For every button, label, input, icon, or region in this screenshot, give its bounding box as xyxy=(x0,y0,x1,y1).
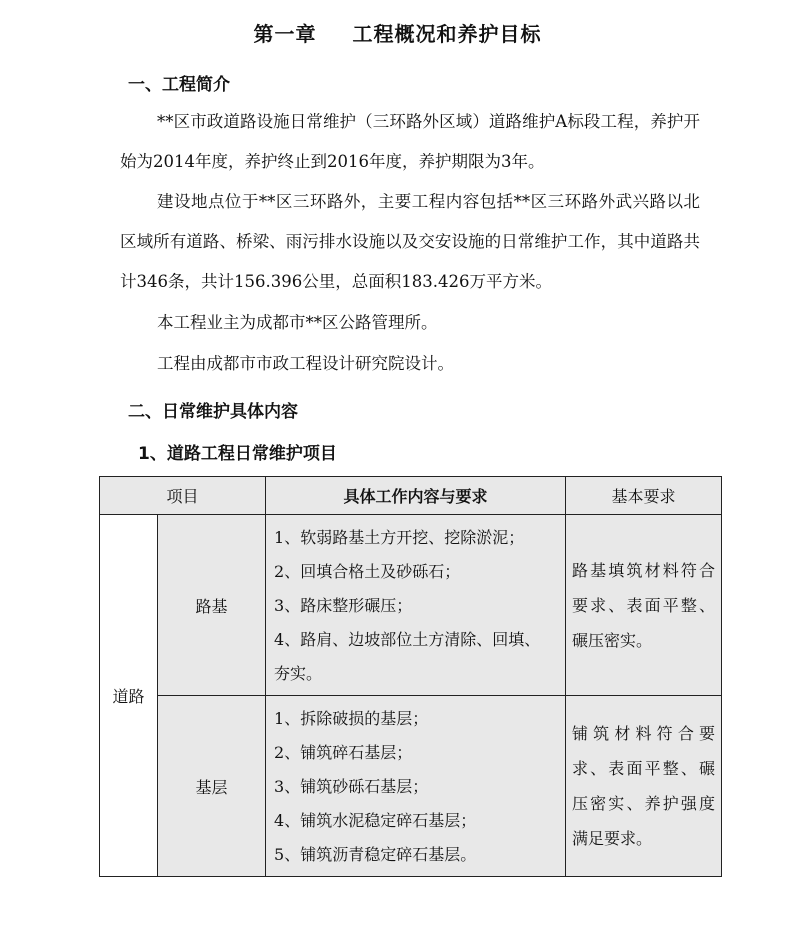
content-line: 5、铺筑沥青稳定碎石基层。 xyxy=(274,845,477,864)
section-2-heading: 二、日常维护具体内容 xyxy=(128,402,298,422)
item-cell: 基层 xyxy=(158,696,266,877)
requirement-cell: 路基填筑材料符合要求、表面平整、碾压密实。 xyxy=(566,515,722,696)
header-requirement: 基本要求 xyxy=(566,477,722,515)
content-line: 夯实。 xyxy=(274,664,323,683)
chapter-name: 工程概况和养护目标 xyxy=(352,22,542,46)
category-cell: 道路 xyxy=(100,515,158,877)
content-line: 3、路床整形碾压； xyxy=(274,596,413,615)
maintenance-table xyxy=(99,476,722,877)
content-cell xyxy=(266,515,566,696)
content-line: 4、路肩、边坡部位土方清除、回填、 xyxy=(274,630,541,649)
content-cell xyxy=(266,696,566,877)
designer-paragraph: 工程由成都市市政工程设计研究院设计。 xyxy=(157,354,454,373)
header-content: 具体工作内容与要求 xyxy=(266,477,566,515)
intro-paragraph: **区市政道路设施日常维护（三环路外区域）道路维护A标段工程，养护开始为2014年度，养护终止到2016年度，养护期限为3年。 xyxy=(120,112,700,171)
content-line: 1、软弱路基土方开挖、挖除淤泥； xyxy=(274,528,525,547)
chapter-number: 第一章 xyxy=(253,22,317,46)
content-line: 2、铺筑碎石基层； xyxy=(274,743,413,762)
location-paragraph: 建设地点位于**区三环路外，主要工程内容包括**区三环路外武兴路以北区域所有道路、桥梁、雨污排水设施以及交安设施的日常维护工作，其中道路共计346条，共计156.396公里，总面积183.426万平方米。 xyxy=(120,192,700,291)
table-header-row xyxy=(100,477,722,515)
chapter-title xyxy=(0,18,795,47)
content-line: 3、铺筑砂砾石基层； xyxy=(274,777,429,796)
item-cell: 路基 xyxy=(158,515,266,696)
header-item: 项目 xyxy=(100,477,266,515)
requirement-cell: 铺筑材料符合要求、表面平整、碾压密实、养护强度满足要求。 xyxy=(566,696,722,877)
subsection-heading: 1、道路工程日常维护项目 xyxy=(138,444,337,464)
content-line: 2、回填合格土及砂砾石； xyxy=(274,562,461,581)
content-line: 4、铺筑水泥稳定碎石基层； xyxy=(274,811,477,830)
owner-paragraph: 本工程业主为成都市**区公路管理所。 xyxy=(157,313,438,332)
section-1-heading: 一、工程简介 xyxy=(128,75,230,95)
table-row xyxy=(100,696,722,877)
content-line: 1、拆除破损的基层； xyxy=(274,709,429,728)
table-row xyxy=(100,515,722,696)
